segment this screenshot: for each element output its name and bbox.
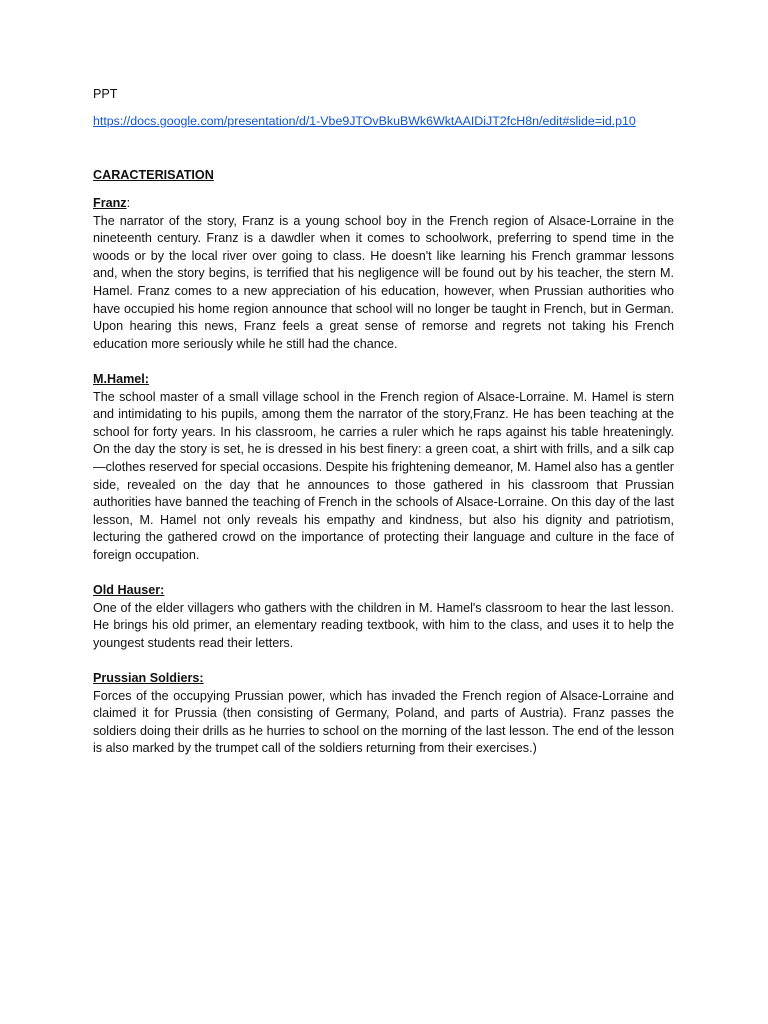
document-body — [93, 86, 674, 758]
character-name: Prussian Soldiers: — [93, 671, 204, 686]
character-block-franz — [93, 195, 674, 353]
character-description: The narrator of the story, Franz is a young school boy in the French region of Alsace-Lorraine in the nineteenth century. Franz is a dawdler when it comes to schoolwork, preferring to spend time in the woods or by the local river over going to class. He doesn't like learning his French grammar lessons and, when the story begins, is terrified that his negligence will be found out by his teacher, the stern M. Hamel. Franz comes to a new appreciation of his education, however, when Prussian authorities who have occupied his home region announce that school will no longer be taught in French, but in German. Upon hearing this news, Franz feels a great sense of remorse and regrets not taking his French education more seriously while he still had the chance. — [93, 213, 674, 351]
character-heading — [93, 371, 674, 389]
character-name: M.Hamel: — [93, 371, 149, 386]
character-heading — [93, 670, 674, 688]
character-name-suffix: : — [126, 196, 131, 210]
character-description: The school master of a small village school in the French region of Alsace-Lorraine. M. Hamel is stern and intimidating to his pupils, among them the narrator of the story,Franz. He has been teaching at the school for forty years. In his classroom, he carries a ruler which he raps against his table hreateningly. On the day the story is set, he is dressed in his best finery: a green coat, a shirt with frills, and a silk cap—clothes reserved for special occasions. Despite his frightening demeanor, M. Hamel also has a gentler side, revealed on the day that he announces to those gathered in his classroom that Prussian authorities have banned the teaching of French in the schools of Alsace-Lorraine. On this day of the last lesson, M. Hamel not only reveals his empathy and kindness, but also his dignity and patriotism, lecturing the gathered crowd on the importance of protecting their language and culture in the face of foreign occupation. — [93, 389, 674, 562]
character-description: One of the elder villagers who gathers with the children in M. Hamel's classroom to hear the last lesson. He brings his old primer, an elementary reading textbook, with him to the class, and uses it to help the youngest students read their letters. — [93, 600, 674, 650]
character-heading — [93, 582, 674, 600]
character-block-old-hauser — [93, 582, 674, 652]
character-description: Forces of the occupying Prussian power, which has invaded the French region of Alsace-Lorraine and claimed it for Prussia (then consisting of Germany, Poland, and parts of Austria). Franz passes the soldiers doing their drills as he hurries to school on the morning of the last lesson. The end of the lesson is also marked by the trumpet call of the soldiers returning from their exercises.) — [93, 688, 674, 756]
character-block-prussian-soldiers — [93, 670, 674, 758]
character-heading — [93, 195, 674, 213]
character-name: Old Hauser: — [93, 583, 165, 598]
character-name: Franz — [93, 196, 127, 210]
ppt-label: PPT — [93, 87, 118, 101]
section-title-caracterisation: CARACTERISATION — [93, 168, 214, 182]
character-block-m-hamel — [93, 371, 674, 565]
presentation-link[interactable]: https://docs.google.com/presentation/d/1-Vbe9JTOvBkuBWk6WktAAIDiJT2fcH8n/edit#slide=id.p10 — [93, 114, 636, 128]
